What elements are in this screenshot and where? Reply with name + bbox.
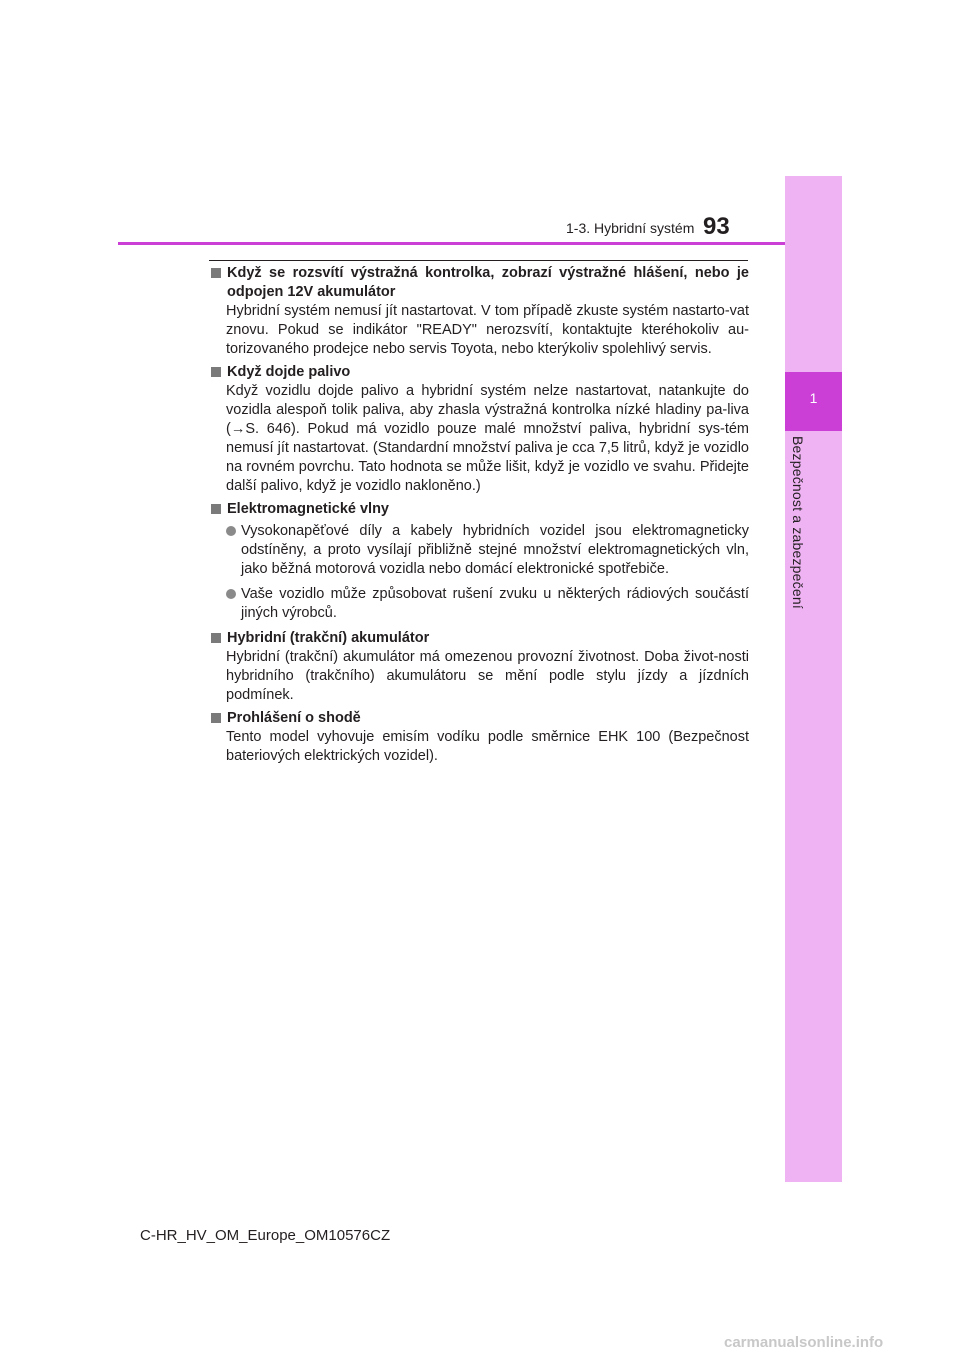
chapter-title: Bezpečnost a zabezpečení [790,436,806,609]
square-bullet-icon [211,713,221,723]
chapter-number: 1 [809,390,818,406]
section-out-of-fuel [209,363,749,496]
list-item: Vaše vozidlo může způsobovat rušení zvuku u některých rádiových součástí jiných výrobců. [226,585,749,623]
square-bullet-icon [211,633,221,643]
watermark: carmanualsonline.info [724,1334,884,1351]
section-electromagnetic-waves [209,500,749,623]
square-bullet-icon [211,504,221,514]
arrow-right-icon: → [230,421,246,437]
document-code: C-HR_HV_OM_Europe_OM10576CZ [140,1227,391,1244]
content-top-rule [209,260,748,261]
section-declaration [209,709,749,766]
square-bullet-icon [211,367,221,377]
page-content [209,264,749,770]
section-warning-light [209,264,749,359]
header-rule [118,242,785,245]
side-tab-strip [785,176,842,1182]
section-heading: Elektromagnetické vlny [227,501,389,517]
section-body: Hybridní (trakční) akumulátor má omezenou provozní životnost. Doba život-nosti hybridního (trakčního) akumulátoru se mění podle stylu jízdy a jízdních podmínek. [226,649,749,703]
page-number: 93 [703,213,730,240]
section-body: Hybridní systém nemusí jít nastartovat. V tom případě zkuste systém nastarto-vat znovu. Pokud se indikátor "READY" nerozsvítí, kontaktujte kteréhokoliv au-torizovaného prodejce nebo servis Toyota, nebo kterýkoliv spolehlivý servis. [226,303,749,357]
section-heading: Prohlášení o shodě [227,710,361,726]
section-body: Když vozidlu dojde palivo a hybridní systém nelze nastartovat, natankujte do vozidla alespoň tolik paliva, aby zhasla výstražná kontrolka nízké hladiny pa-liva (→S. 646). Pokud má vozidlo pouze malé množství paliva, hybridní sys-tém nemusí jít nastartovat. (Standardní množství paliva je cca 7,5 litrů, když je vozidlo na rovném povrchu. Tato hodnota se může lišit, když je vozidlo ve svahu. Přidejte další palivo, když je vozidlo nakloněno.) [226,383,749,494]
circle-bullet-icon [226,526,236,536]
circle-bullet-icon [226,589,236,599]
section-heading: Když se rozsvítí výstražná kontrolka, zobrazí výstražné hlášení, nebo je odpojen 12V akumulátor [227,265,749,300]
list-item: Vysokonapěťové díly a kabely hybridních vozidel jsou elektromagneticky odstíněny, a proto vysílají přibližně stejné množství elektromagnetických vln, jako běžná motorová vozidla nebo domácí elektronické spotřebiče. [226,522,749,579]
square-bullet-icon [211,268,221,278]
section-title: 1-3. Hybridní systém [566,220,695,236]
section-heading: Hybridní (trakční) akumulátor [227,630,430,646]
section-body: Tento model vyhovuje emisím vodíku podle směrnice EHK 100 (Bezpečnost bateriových elektrických vozidel). [226,729,749,764]
section-hybrid-battery [209,629,749,705]
section-heading: Když dojde palivo [227,364,351,380]
